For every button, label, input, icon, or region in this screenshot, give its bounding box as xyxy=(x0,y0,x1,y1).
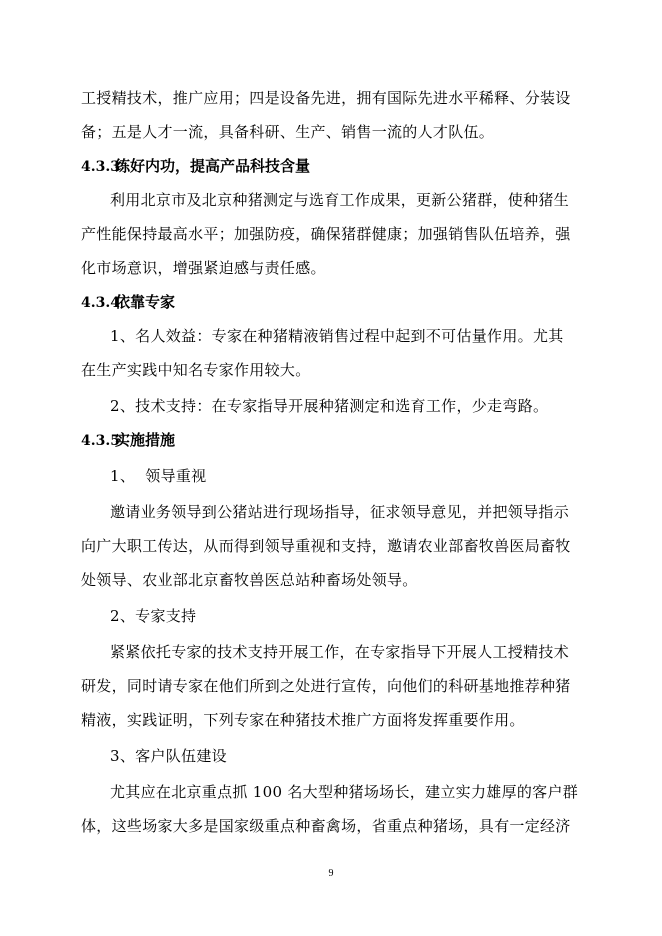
section-number: 4.3.5 xyxy=(81,433,120,449)
section-heading-4-3-3 xyxy=(81,156,310,177)
page-number: 9 xyxy=(328,868,334,879)
paragraph-line: 产性能保持最高水平；加强防疫，确保猪群健康；加强销售队伍培养，强 xyxy=(81,225,571,243)
paragraph-line: 处领导、农业部北京畜牧兽医总站种畜场处领导。 xyxy=(81,571,418,589)
section-title: 依靠专家 xyxy=(115,293,176,311)
paragraph-line: 体，这些场家大多是国家级重点种畜禽场，省重点种猪场，具有一定经济 xyxy=(81,817,571,835)
paragraph-line: 利用北京市及北京种猪测定与选育工作成果，更新公猪群，使种猪生 xyxy=(110,191,570,209)
list-item-heading: 2、专家支持 xyxy=(110,607,197,625)
section-title: 练好内功，提高产品科技含量 xyxy=(115,157,311,175)
paragraph-line: 紧紧依托专家的技术支持开展工作，在专家指导下开展人工授精技术 xyxy=(110,643,570,661)
section-number: 4.3.4 xyxy=(81,295,120,311)
paragraph-line: 化市场意识，增强紧迫感与责任感。 xyxy=(81,259,326,277)
paragraph-line: 研发，同时请专家在他们所到之处进行宣传，向他们的科研基地推荐种猪 xyxy=(81,677,571,695)
paragraph-line: 在生产实践中知名专家作用较大。 xyxy=(81,361,311,379)
list-item-heading: 3、客户队伍建设 xyxy=(110,747,227,765)
paragraph-line: 工授精技术，推广应用；四是设备先进，拥有国际先进水平稀释、分装设 xyxy=(81,89,571,107)
paragraph-line: 备；五是人才一流，具备科研、生产、销售一流的人才队伍。 xyxy=(81,123,495,141)
paragraph-line: 向广大职工传达，从而得到领导重视和支持，邀请农业部畜牧兽医局畜牧 xyxy=(81,537,571,555)
section-title: 实施措施 xyxy=(115,431,176,449)
section-number: 4.3.3 xyxy=(81,159,120,175)
paragraph-line: 精液，实践证明，下列专家在种猪技术推广方面将发挥重要作用。 xyxy=(81,711,525,729)
paragraph-line: 尤其应在北京重点抓 100 名大型种猪场场长，建立实力雄厚的客户群 xyxy=(110,783,579,801)
section-heading-4-3-4 xyxy=(81,292,175,313)
list-item-heading: 1、 领导重视 xyxy=(110,467,207,485)
paragraph-line: 邀请业务领导到公猪站进行现场指导，征求领导意见，并把领导指示 xyxy=(110,503,570,521)
paragraph-line: 1、名人效益：专家在种猪精液销售过程中起到不可估量作用。尤其 xyxy=(110,327,564,345)
paragraph-line: 2、技术支持：在专家指导开展种猪测定和选育工作，少走弯路。 xyxy=(110,397,549,415)
section-heading-4-3-5 xyxy=(81,430,175,451)
